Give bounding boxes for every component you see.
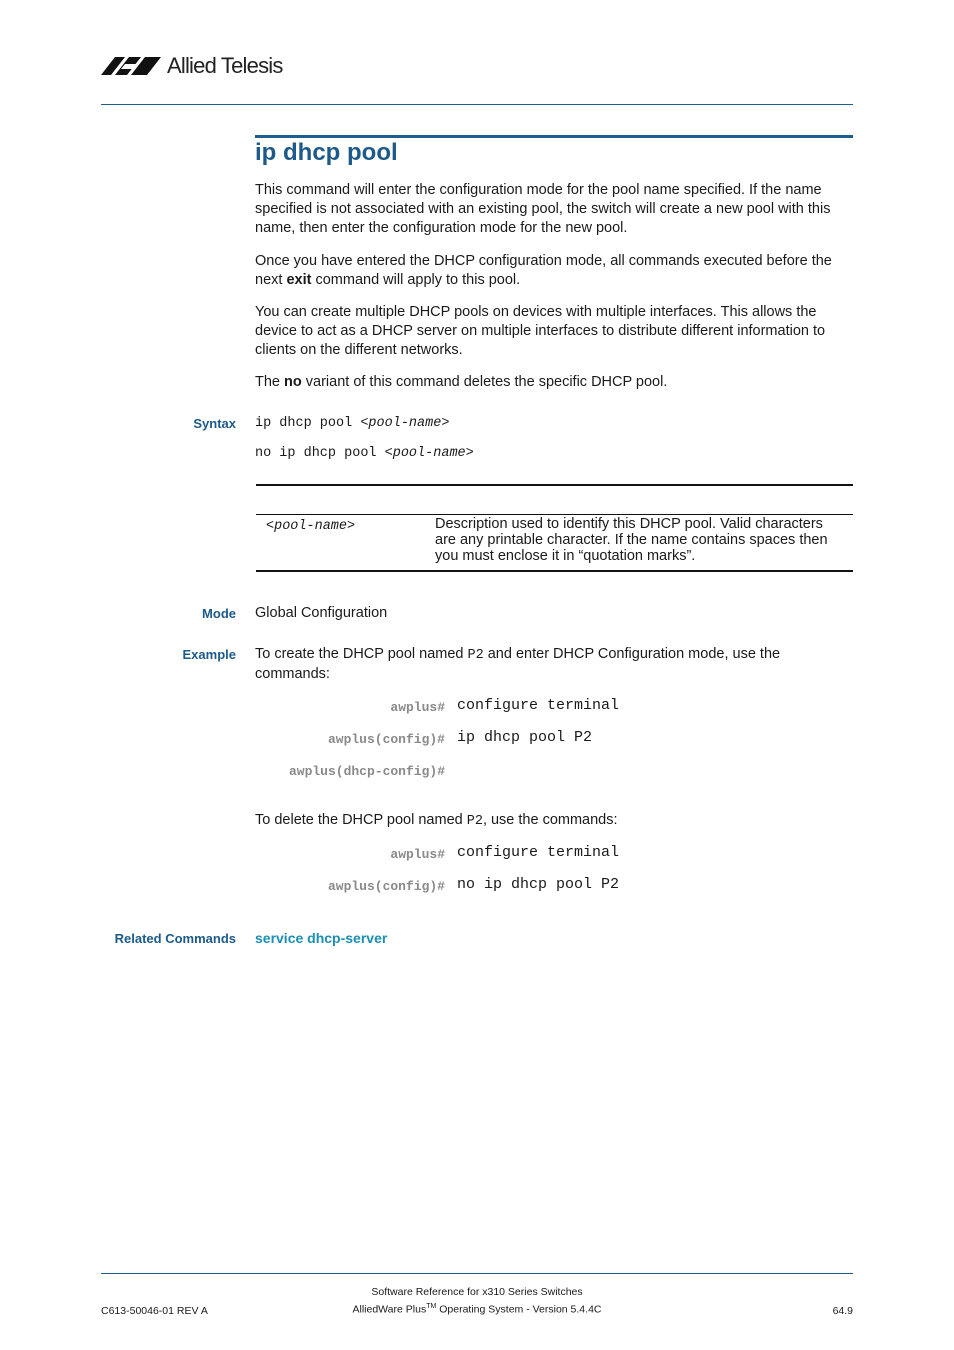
mode-value: Global Configuration [255,605,388,621]
pool-code: P2 [466,814,483,829]
prompt: awplus(config)# [327,879,445,894]
trademark: TM [426,1303,437,1310]
logo-mark-icon [101,55,163,77]
prompt: awplus(dhcp-config)# [288,764,445,779]
no-keyword: no [284,374,302,390]
syntax-parameter: pool-name [392,446,466,461]
intro-paragraph: This command will enter the configuration mode for the pool name specified. If the name specified is not associated with an existing pool, the switch will create a new pool with this name, then enter the configuration mode for the new pool. [255,182,831,236]
text-span: To create the DHCP pool named [255,646,468,662]
syntax-label: Syntax [193,416,236,431]
text-span: and enter DHCP Configuration mode, use the commands: [255,646,781,682]
prompt: awplus# [390,700,445,715]
table-bottom-rule [256,570,853,572]
command: no ip dhcp pool P2 [457,876,620,893]
text-span: To delete the DHCP pool named [255,812,467,828]
exit-keyword: exit [286,272,312,288]
text-span: AlliedWare Plus [352,1303,427,1316]
text-span: Once you have entered the DHCP configuration mode, all commands executed before the next [255,253,832,288]
syntax-bracket: > [441,416,450,431]
command: configure terminal [457,844,620,861]
text-span: , use the commands: [482,812,618,828]
syntax-command: ip dhcp pool < [255,416,369,431]
pool-code: P2 [467,648,484,663]
text-span: variant of this command deletes the specific DHCP pool. [301,374,668,390]
syntax-parameter: pool-name [368,416,442,431]
prompt: awplus# [390,847,445,862]
page-title: ip dhcp pool [255,139,398,166]
prompt: awplus(config)# [327,732,445,747]
command: configure terminal [457,697,620,714]
example-label: Example [182,647,236,662]
footer-divider [101,1273,853,1274]
table-param-name [266,519,355,534]
multiple-pools-paragraph: You can create multiple DHCP pools on devices with multiple interfaces. This allows the device to act as a DHCP server on multiple interfaces to distribute different information to clients on the different networks. [255,304,826,358]
footer-page-number: 64.9 [832,1305,853,1317]
table-param-description: Description used to identify this DHCP pool. Valid characters are any printable character. If the name contains spaces then you must enclose it in “quotation marks”. [435,516,828,564]
footer-title: Software Reference for x310 Series Switches [371,1286,583,1298]
related-commands-label: Related Commands [114,931,236,946]
syntax-command: no ip dhcp pool < [255,446,393,461]
table-top-rule [256,484,853,486]
no-variant-paragraph [255,373,853,392]
example-intro [255,645,853,684]
syntax-bracket: > [465,446,474,461]
param-name-text: <pool-name> [266,519,356,534]
table-header-rule [256,514,853,515]
syntax-line-1 [255,416,449,431]
allied-telesis-logo [101,52,283,80]
service-dhcp-server-link[interactable]: service dhcp-server [255,930,388,946]
text-span: command will apply to this pool. [311,272,521,288]
logo-text: Allied Telesis [167,53,283,78]
delete-intro [255,811,853,831]
syntax-line-2 [255,446,474,461]
footer-os-version [250,1303,704,1316]
footer-doc-id: C613-50046-01 REV A [101,1305,208,1317]
text-span: Operating System - Version 5.4.4C [436,1303,602,1316]
title-bar [255,135,853,138]
text-span: The [255,374,285,390]
exit-paragraph [255,252,853,290]
command: ip dhcp pool P2 [457,729,593,746]
header-divider [101,104,853,105]
mode-label: Mode [202,606,236,621]
